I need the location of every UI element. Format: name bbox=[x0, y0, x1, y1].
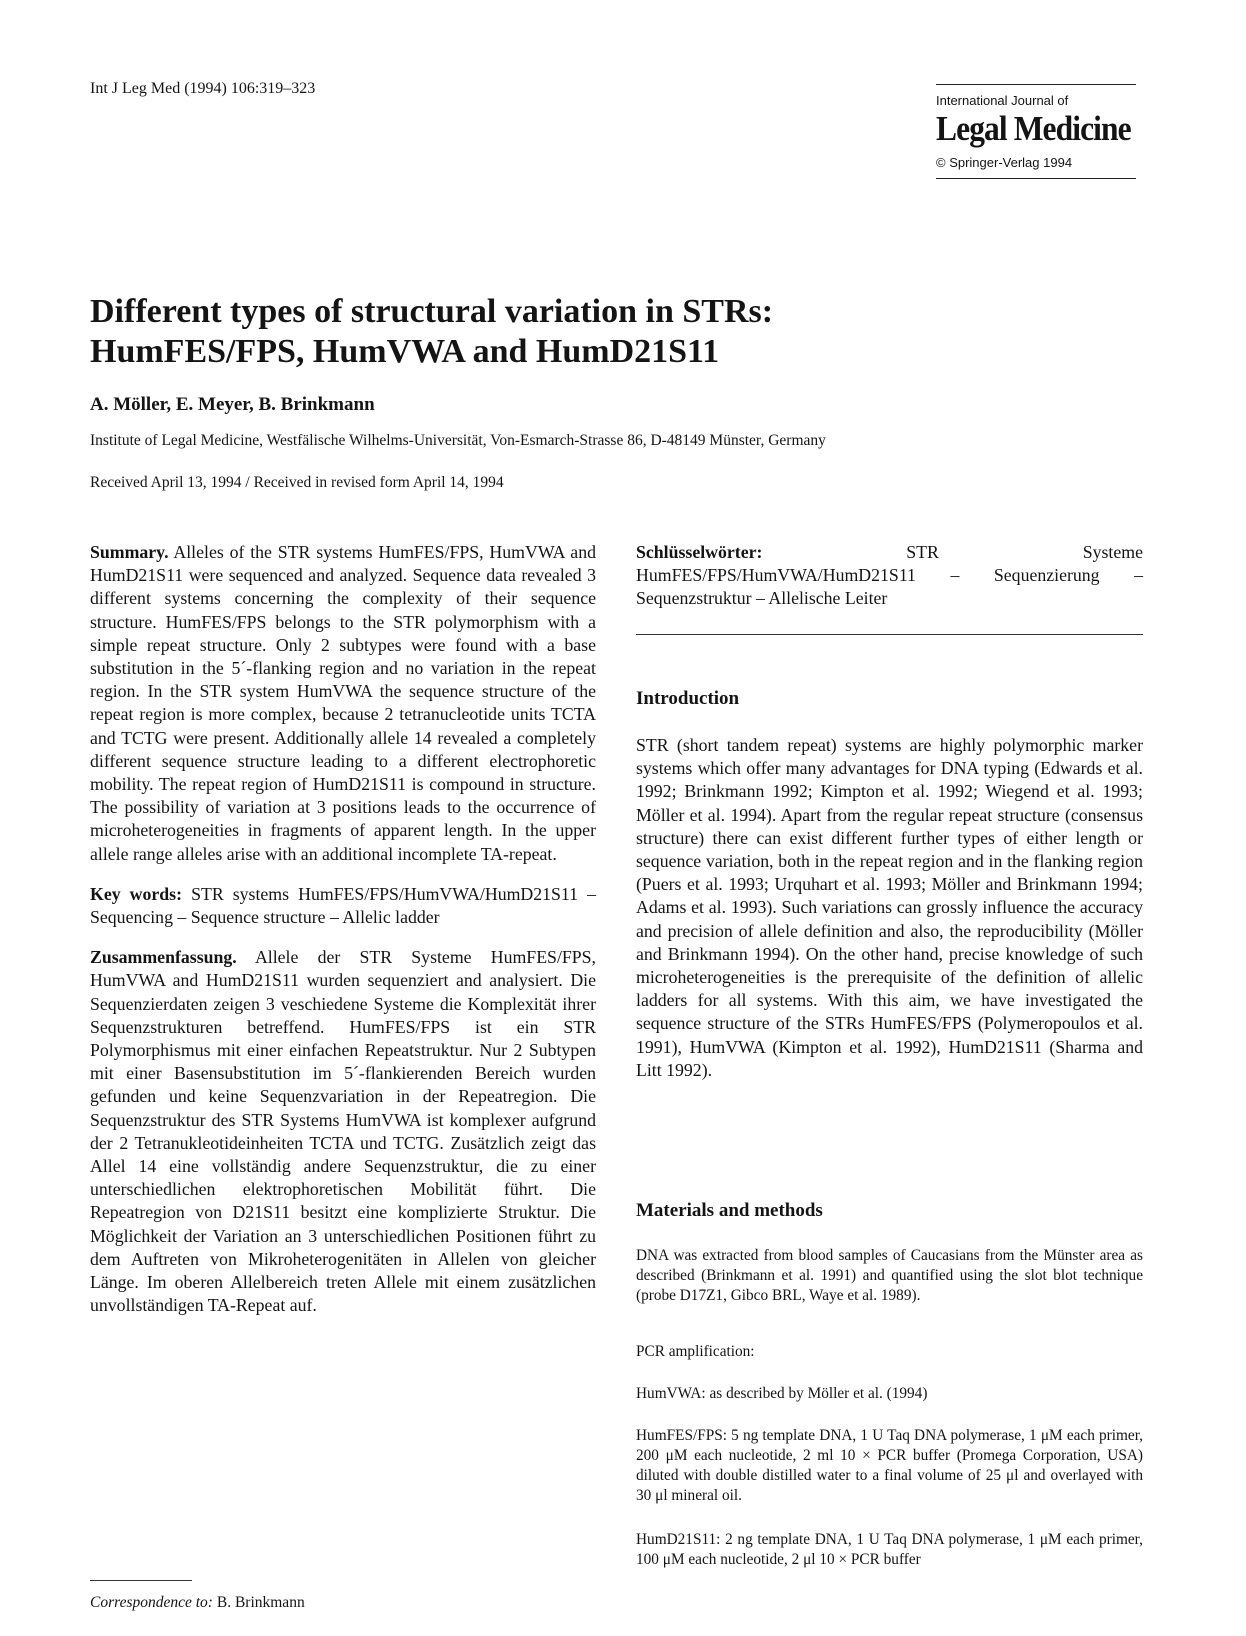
affiliation: Institute of Legal Medicine, Westfälische Wilhelms-Universität, Von-Esmarch-Strasse 86, D-48149 Münster, Germany bbox=[90, 432, 826, 449]
summary-label: Summary. bbox=[90, 542, 169, 562]
humfes-protocol: HumFES/FPS: 5 ng template DNA, 1 U Taq DNA polymerase, 1 μM each primer, 200 μM each nucleotide, 2 ml 10 × PCR buffer (Promega Corporation, USA) diluted with double distilled water to a final volume of 25 μl and overlayed with 30 μl mineral oil. bbox=[636, 1427, 1143, 1504]
zusammenfassung-text: Allele der STR Systeme HumFES/FPS, HumVWA and HumD21S11 wurden sequenziert and analysiert. Die Sequenzierdaten zeigen 3 veschiedene Systeme die Komplexität ihrer Sequenzstrukturen betreffend. HumFES/FPS ist ein STR Polymorphismus mit einer einfachen Repeatstruktur. Nur 2 Subtypen mit einer Basensubstitution im 5´-flankierenden Bereich wurden gefunden und keine Sequenzvariation in der Repeatregion. Die Sequenzstruktur des STR Systems HumVWA ist komplexer aufgrund der 2 Tetranukleotideinheiten TCTA und TCTG. Zusätzlich zeigt das Allel 14 eine vollständig andere Sequenzstruktur, die zu einer unterschiedlichen elektrophoretischen Mobilität führt. Die Repeatregion von D21S11 besitzt eine komplizierte Struktur. Die Möglichkeit der Variation an 3 unterschiedlichen Positionen führt zu dem Auftreten von Mikroheterogenitäten in Allelen von gleicher Länge. Im oberen Allelbereich treten Allele mit einem zusätzlichen unvollständigen TA-Repeat auf. bbox=[90, 947, 596, 1316]
methods-dna-text: DNA was extracted from blood samples of Caucasians from the Münster area as described (Brinkmann et al. 1991) and quantified using the slot blot technique (probe D17Z1, Gibco BRL, Waye et al. 1989). bbox=[636, 1247, 1143, 1304]
journal-masthead bbox=[936, 84, 1136, 179]
schluesselwoerter-paragraph bbox=[636, 541, 1143, 611]
journal-name: Legal Medicine bbox=[936, 109, 1131, 148]
keywords-label: Key words: bbox=[90, 883, 183, 904]
pcr-amplification-label: PCR amplification: bbox=[636, 1343, 755, 1360]
correspondence bbox=[90, 1594, 305, 1612]
humvwa-protocol: HumVWA: as described by Möller et al. (1994) bbox=[636, 1385, 928, 1402]
correspondence-name: B. Brinkmann bbox=[212, 1594, 305, 1611]
correspondence-label: Correspondence to: bbox=[90, 1594, 213, 1611]
keywords-text: STR systems HumFES/FPS/HumVWA/HumD21S11 – Sequencing – Sequence structure – Allelic ladder bbox=[90, 883, 596, 928]
summary-text: Alleles of the STR systems HumFES/FPS, HumVWA and HumD21S11 were sequenced and analyzed. Sequence data revealed 3 different systems concerning the complexity of their sequence structure. HumFES/FPS belongs to the STR polymorphism with a simple repeat structure. Only 2 subtypes were found with a base substitution in the 5´-flanking region and no variation in the repeat region. In the STR system HumVWA the sequence structure of the repeat region is more complex, because 2 tetranucleotide units TCTA and TCTG were present. Additionally allele 14 revealed a completely different sequence structure leading to a different electrophoretic mobility. The repeat region of HumD21S11 is compound in structure. The possibility of variation at 3 positions leads to the occurrence of microheterogeneities in fragments of apparent length. In the upper allele range alleles arise with an additional incomplete TA-repeat. bbox=[90, 542, 596, 864]
keywords-paragraph bbox=[90, 883, 596, 929]
title-line-2: HumFES/FPS, HumVWA and HumD21S11 bbox=[90, 333, 720, 370]
masthead-bottom-rule bbox=[936, 178, 1136, 179]
title-line-1: Different types of structural variation in STRs: bbox=[90, 293, 774, 330]
authors: A. Möller, E. Meyer, B. Brinkmann bbox=[90, 394, 375, 415]
schluesselwoerter-label: Schlüsselwörter: bbox=[636, 542, 763, 562]
zusammenfassung-label: Zusammenfassung. bbox=[90, 947, 237, 968]
copyright: © Springer-Verlag 1994 bbox=[936, 155, 1073, 170]
masthead-top-rule bbox=[936, 84, 1136, 85]
humd21s11-protocol: HumD21S11: 2 ng template DNA, 1 U Taq DNA polymerase, 1 μM each primer, 100 μM each nucleotide, 2 μl 10 × PCR buffer bbox=[636, 1531, 1143, 1568]
column-divider-rule bbox=[636, 634, 1143, 635]
journal-citation: Int J Leg Med (1994) 106:319–323 bbox=[90, 80, 316, 97]
schluesselwoerter-text: STR Systeme HumFES/FPS/HumVWA/HumD21S11 – Sequenzierung – Sequenzstruktur – Allelische Leiter bbox=[636, 542, 1143, 609]
received-dates: Received April 13, 1994 / Received in revised form April 14, 1994 bbox=[90, 474, 504, 491]
footnote-rule bbox=[90, 1580, 192, 1581]
introduction-heading: Introduction bbox=[636, 688, 740, 709]
methods-heading: Materials and methods bbox=[636, 1200, 823, 1221]
left-column bbox=[90, 541, 596, 1318]
summary-paragraph bbox=[90, 541, 596, 866]
journal-name-prefix: International Journal of bbox=[936, 93, 1069, 108]
zusammenfassung-paragraph bbox=[90, 946, 596, 1317]
article-title bbox=[90, 292, 1150, 372]
introduction-text: STR (short tandem repeat) systems are highly polymorphic marker systems which offer many advantages for DNA typing (Edwards et al. 1992; Brinkmann 1992; Kimpton et al. 1992; Wiegend et al. 1993; Möller et al. 1994). Apart from the regular repeat structure (consensus structure) there can exist different further types of either length or sequence variation, both in the repeat region and in the flanking region (Puers et al. 1993; Urquhart et al. 1993; Möller and Brinkmann 1994; Adams et al. 1993). Such variations can grossly influence the accuracy and precision of allele definition and also, the reproducibility (Möller and Brinkmann 1994). On the other hand, precise knowledge of such microheterogeneities is the prerequisite of the definition of allelic ladders for all systems. With this aim, we have investigated the sequence structure of the STRs HumFES/FPS (Polymeropoulos et al. 1991), HumVWA (Kimpton et al. 1992), HumD21S11 (Sharma and Litt 1992). bbox=[636, 735, 1143, 1080]
